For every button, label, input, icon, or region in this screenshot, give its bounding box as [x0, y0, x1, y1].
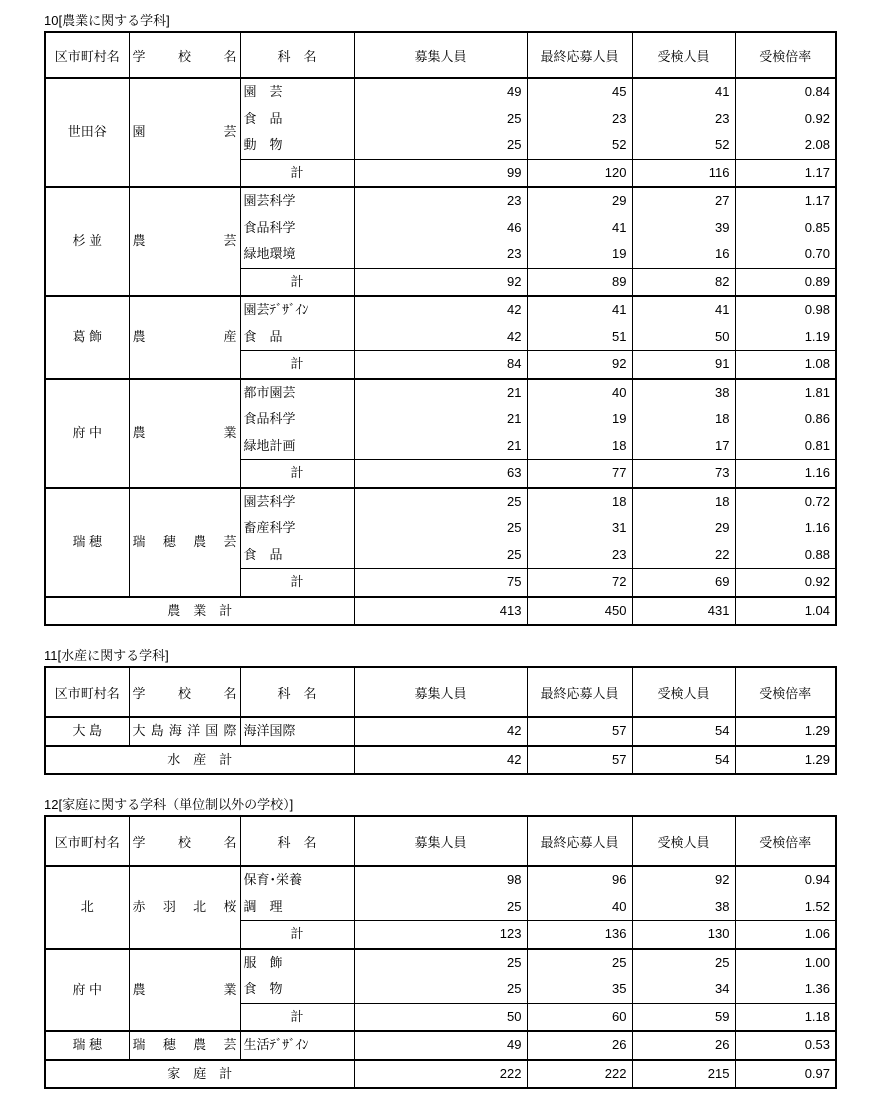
ratio-cell: 1.36	[735, 976, 836, 1003]
ratio-cell: 1.29	[735, 746, 836, 775]
final-applicants-cell: 52	[527, 132, 632, 159]
agriculture-table	[44, 31, 837, 626]
ratio-cell: 0.81	[735, 433, 836, 460]
district-cell: 瑞 穂	[45, 488, 129, 597]
recruit-count-cell: 50	[354, 1003, 527, 1031]
col-header-department: 科 名	[240, 667, 354, 717]
examinees-cell: 18	[632, 488, 735, 516]
school-name: 農 業	[132, 981, 237, 997]
col-header-examined: 受検人員	[632, 32, 735, 78]
district-cell: 大 島	[45, 717, 129, 746]
school-cell	[129, 187, 240, 296]
col-header-examined: 受検人員	[632, 667, 735, 717]
recruit-count-cell: 42	[354, 746, 527, 775]
ratio-cell: 1.04	[735, 597, 836, 626]
col-header-applied: 最終応募人員	[527, 667, 632, 717]
final-applicants-cell: 41	[527, 296, 632, 324]
recruit-count-cell: 99	[354, 159, 527, 187]
total-label-cell: 水 産 計	[45, 746, 354, 775]
final-applicants-cell: 89	[527, 268, 632, 296]
recruit-count-cell: 23	[354, 187, 527, 215]
examinees-cell: 27	[632, 187, 735, 215]
col-header-school	[129, 32, 240, 78]
table-row	[45, 1031, 836, 1060]
examinees-cell: 52	[632, 132, 735, 159]
district-cell: 葛 飾	[45, 296, 129, 379]
department-cell: 緑地環境	[240, 241, 354, 268]
district-cell: 杉 並	[45, 187, 129, 296]
recruit-count-cell: 23	[354, 241, 527, 268]
district-cell: 世田谷	[45, 78, 129, 187]
department-cell: 食 物	[240, 976, 354, 1003]
school-name: 農 芸	[132, 233, 237, 249]
table-row	[45, 187, 836, 215]
col-header-ratio: 受検倍率	[735, 816, 836, 866]
examinees-cell: 41	[632, 296, 735, 324]
examinees-cell: 23	[632, 106, 735, 133]
recruit-count-cell: 46	[354, 215, 527, 242]
recruit-count-cell: 21	[354, 433, 527, 460]
recruit-count-cell: 42	[354, 296, 527, 324]
ratio-cell: 1.17	[735, 159, 836, 187]
department-cell: 生活ﾃﾞｻﾞｲﾝ	[240, 1031, 354, 1060]
recruit-count-cell: 25	[354, 132, 527, 159]
department-cell: 園芸科学	[240, 488, 354, 516]
department-cell: 海洋国際	[240, 717, 354, 746]
department-cell: 動 物	[240, 132, 354, 159]
ratio-cell: 1.52	[735, 894, 836, 921]
recruit-count-cell: 49	[354, 78, 527, 106]
recruit-count-cell: 63	[354, 460, 527, 488]
final-applicants-cell: 23	[527, 542, 632, 569]
ratio-cell: 0.70	[735, 241, 836, 268]
ratio-cell: 0.53	[735, 1031, 836, 1060]
recruit-count-cell: 21	[354, 379, 527, 407]
col-header-applied: 最終応募人員	[527, 32, 632, 78]
department-cell: 食 品	[240, 324, 354, 351]
recruit-count-cell: 123	[354, 921, 527, 949]
examinees-cell: 73	[632, 460, 735, 488]
header-row	[45, 816, 836, 866]
ratio-cell: 0.86	[735, 406, 836, 433]
total-label-cell: 農 業 計	[45, 597, 354, 626]
total-label-cell: 家 庭 計	[45, 1060, 354, 1089]
header-row	[45, 32, 836, 78]
final-applicants-cell: 19	[527, 241, 632, 268]
final-applicants-cell: 450	[527, 597, 632, 626]
school-name: 瑞 穂 農 芸	[132, 1037, 237, 1052]
school-cell	[129, 488, 240, 597]
fisheries-table	[44, 666, 837, 775]
examinees-cell: 38	[632, 894, 735, 921]
ratio-cell: 0.85	[735, 215, 836, 242]
recruit-count-cell: 25	[354, 949, 527, 977]
ratio-cell: 0.72	[735, 488, 836, 516]
subtotal-label-cell: 計	[240, 351, 354, 379]
section-fisheries	[44, 648, 835, 775]
district-cell: 北	[45, 866, 129, 949]
recruit-count-cell: 25	[354, 515, 527, 542]
examinees-cell: 69	[632, 569, 735, 597]
recruit-count-cell: 21	[354, 406, 527, 433]
final-applicants-cell: 77	[527, 460, 632, 488]
department-cell: 園芸科学	[240, 187, 354, 215]
col-header-examined: 受検人員	[632, 816, 735, 866]
ratio-cell: 1.17	[735, 187, 836, 215]
final-applicants-cell: 40	[527, 379, 632, 407]
section-title: 10[農業に関する学科]	[44, 13, 170, 28]
section-agriculture	[44, 13, 835, 626]
school-name: 赤 羽 北 桜	[132, 899, 237, 914]
col-header-department: 科 名	[240, 816, 354, 866]
final-applicants-cell: 136	[527, 921, 632, 949]
recruit-count-cell: 413	[354, 597, 527, 626]
col-header-recruit: 募集人員	[354, 667, 527, 717]
department-cell: 保育･栄養	[240, 866, 354, 894]
school-cell	[129, 949, 240, 1032]
department-cell: 都市園芸	[240, 379, 354, 407]
final-applicants-cell: 29	[527, 187, 632, 215]
table-row	[45, 488, 836, 516]
section-title: 11[水産に関する学科]	[44, 648, 169, 663]
total-row	[45, 1060, 836, 1089]
subtotal-label-cell: 計	[240, 159, 354, 187]
final-applicants-cell: 18	[527, 488, 632, 516]
subtotal-label-cell: 計	[240, 268, 354, 296]
table-row	[45, 866, 836, 894]
examinees-cell: 29	[632, 515, 735, 542]
total-row	[45, 746, 836, 775]
examinees-cell: 16	[632, 241, 735, 268]
final-applicants-cell: 51	[527, 324, 632, 351]
subtotal-label-cell: 計	[240, 569, 354, 597]
department-cell: 緑地計画	[240, 433, 354, 460]
col-header-recruit: 募集人員	[354, 32, 527, 78]
ratio-cell: 0.84	[735, 78, 836, 106]
examinees-cell: 39	[632, 215, 735, 242]
col-header-ratio: 受検倍率	[735, 667, 836, 717]
examinees-cell: 25	[632, 949, 735, 977]
examinees-cell: 54	[632, 717, 735, 746]
ratio-cell: 0.94	[735, 866, 836, 894]
examinees-cell: 82	[632, 268, 735, 296]
section-home-economics	[44, 797, 835, 1089]
school-name: 瑞 穂 農 芸	[132, 533, 237, 549]
school-cell	[129, 1031, 240, 1060]
examinees-cell: 22	[632, 542, 735, 569]
department-cell: 園 芸	[240, 78, 354, 106]
department-cell: 服 飾	[240, 949, 354, 977]
ratio-cell: 1.06	[735, 921, 836, 949]
subtotal-label-cell: 計	[240, 460, 354, 488]
final-applicants-cell: 40	[527, 894, 632, 921]
col-header-district: 区市町村名	[45, 32, 129, 78]
col-header-ratio: 受検倍率	[735, 32, 836, 78]
recruit-count-cell: 25	[354, 106, 527, 133]
col-header-applied: 最終応募人員	[527, 816, 632, 866]
final-applicants-cell: 57	[527, 746, 632, 775]
examinees-cell: 50	[632, 324, 735, 351]
school-name: 農 産	[132, 329, 237, 344]
final-applicants-cell: 19	[527, 406, 632, 433]
examinees-cell: 91	[632, 351, 735, 379]
subtotal-label-cell: 計	[240, 1003, 354, 1031]
col-header-district: 区市町村名	[45, 816, 129, 866]
final-applicants-cell: 72	[527, 569, 632, 597]
col-header-school-label: 学 校 名	[132, 685, 237, 701]
school-name: 園 芸	[132, 124, 237, 140]
ratio-cell: 1.08	[735, 351, 836, 379]
ratio-cell: 1.81	[735, 379, 836, 407]
table-row	[45, 296, 836, 324]
ratio-cell: 1.19	[735, 324, 836, 351]
examinees-cell: 215	[632, 1060, 735, 1089]
recruit-count-cell: 84	[354, 351, 527, 379]
final-applicants-cell: 92	[527, 351, 632, 379]
examinees-cell: 17	[632, 433, 735, 460]
recruit-count-cell: 98	[354, 866, 527, 894]
subtotal-label-cell: 計	[240, 921, 354, 949]
ratio-cell: 1.16	[735, 515, 836, 542]
recruit-count-cell: 222	[354, 1060, 527, 1089]
col-header-school-label: 学 校 名	[132, 834, 237, 850]
ratio-cell: 0.97	[735, 1060, 836, 1089]
table-row	[45, 949, 836, 977]
final-applicants-cell: 222	[527, 1060, 632, 1089]
department-cell: 食 品	[240, 106, 354, 133]
final-applicants-cell: 25	[527, 949, 632, 977]
final-applicants-cell: 18	[527, 433, 632, 460]
examinees-cell: 431	[632, 597, 735, 626]
recruit-count-cell: 75	[354, 569, 527, 597]
department-cell: 食品科学	[240, 406, 354, 433]
recruit-count-cell: 92	[354, 268, 527, 296]
col-header-school	[129, 667, 240, 717]
school-name: 大 島 海 洋 国 際	[132, 723, 237, 738]
final-applicants-cell: 26	[527, 1031, 632, 1060]
col-header-department: 科 名	[240, 32, 354, 78]
final-applicants-cell: 96	[527, 866, 632, 894]
recruit-count-cell: 25	[354, 976, 527, 1003]
recruit-count-cell: 25	[354, 894, 527, 921]
department-cell: 園芸ﾃﾞｻﾞｲﾝ	[240, 296, 354, 324]
col-header-school-label: 学 校 名	[132, 48, 237, 64]
ratio-cell: 0.89	[735, 268, 836, 296]
ratio-cell: 0.98	[735, 296, 836, 324]
school-cell	[129, 78, 240, 187]
final-applicants-cell: 23	[527, 106, 632, 133]
home-economics-table	[44, 815, 837, 1089]
final-applicants-cell: 31	[527, 515, 632, 542]
school-cell	[129, 296, 240, 379]
ratio-cell: 1.16	[735, 460, 836, 488]
final-applicants-cell: 120	[527, 159, 632, 187]
school-name: 農 業	[132, 424, 237, 440]
ratio-cell: 0.92	[735, 569, 836, 597]
final-applicants-cell: 45	[527, 78, 632, 106]
ratio-cell: 0.88	[735, 542, 836, 569]
school-cell	[129, 717, 240, 746]
recruit-count-cell: 49	[354, 1031, 527, 1060]
examinees-cell: 38	[632, 379, 735, 407]
section-title: 12[家庭に関する学科（単位制以外の学校）]	[44, 797, 294, 812]
table-row	[45, 78, 836, 106]
recruit-count-cell: 42	[354, 324, 527, 351]
district-cell: 府 中	[45, 379, 129, 488]
examinees-cell: 34	[632, 976, 735, 1003]
school-cell	[129, 866, 240, 949]
examinees-cell: 116	[632, 159, 735, 187]
ratio-cell: 1.18	[735, 1003, 836, 1031]
final-applicants-cell: 41	[527, 215, 632, 242]
ratio-cell: 2.08	[735, 132, 836, 159]
final-applicants-cell: 60	[527, 1003, 632, 1031]
district-cell: 瑞 穂	[45, 1031, 129, 1060]
col-header-district: 区市町村名	[45, 667, 129, 717]
department-cell: 畜産科学	[240, 515, 354, 542]
examinees-cell: 130	[632, 921, 735, 949]
school-cell	[129, 379, 240, 488]
examinees-cell: 54	[632, 746, 735, 775]
final-applicants-cell: 35	[527, 976, 632, 1003]
department-cell: 食 品	[240, 542, 354, 569]
ratio-cell: 1.00	[735, 949, 836, 977]
department-cell: 食品科学	[240, 215, 354, 242]
col-header-school	[129, 816, 240, 866]
examinees-cell: 41	[632, 78, 735, 106]
table-row	[45, 717, 836, 746]
district-cell: 府 中	[45, 949, 129, 1032]
recruit-count-cell: 25	[354, 488, 527, 516]
ratio-cell: 0.92	[735, 106, 836, 133]
header-row	[45, 667, 836, 717]
examinees-cell: 59	[632, 1003, 735, 1031]
recruit-count-cell: 42	[354, 717, 527, 746]
col-header-recruit: 募集人員	[354, 816, 527, 866]
examinees-cell: 18	[632, 406, 735, 433]
examinees-cell: 92	[632, 866, 735, 894]
ratio-cell: 1.29	[735, 717, 836, 746]
total-row	[45, 597, 836, 626]
department-cell: 調 理	[240, 894, 354, 921]
recruit-count-cell: 25	[354, 542, 527, 569]
table-row	[45, 379, 836, 407]
examinees-cell: 26	[632, 1031, 735, 1060]
final-applicants-cell: 57	[527, 717, 632, 746]
